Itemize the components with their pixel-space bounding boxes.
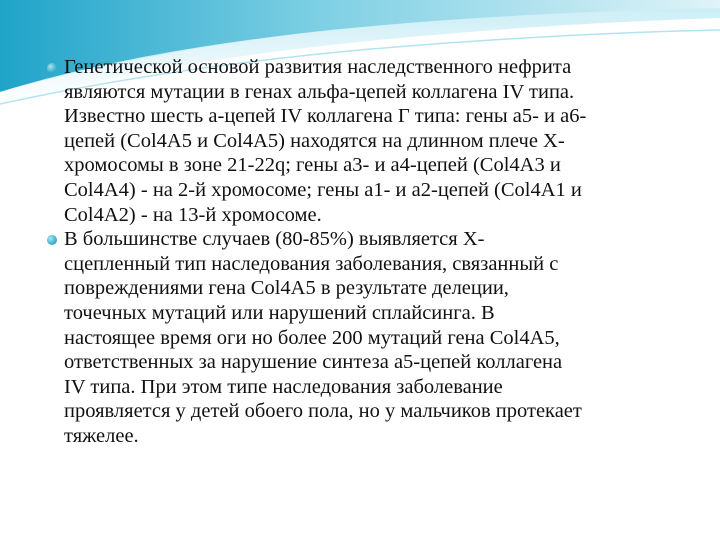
bullet-line: настоящее время оги но более 200 мутаций гена Col4A5, [64,326,560,349]
slide-content [44,55,684,449]
bullet-item [44,227,684,448]
round-bullet-icon [47,63,57,73]
bullet-line: Известно шесть а-цепей IV коллагена Г типа: гены а5- и а6- [64,105,587,128]
bullet-line: Генетической основой развития наследственного нефрита [64,56,572,78]
bullet-line: ответственных за нарушение синтеза а5-цепей коллагена [64,351,563,374]
bullet-line: цепей (Col4A5 и Col4A5) находятся на длинном плече Х- [64,129,565,152]
bullet-line: Col4A4) - на 2-й хромосоме; гены а1- и а2-цепей (Col4A1 и [64,178,582,201]
bullet-line: IV типа. При этом типе наследования заболевание [64,375,503,398]
bullet-line: сцепленный тип наследования заболевания, связанный с [64,252,559,275]
bullet-line: хромосомы в зоне 21-22q; гены а3- и а4-цепей (Col4A3 и [64,154,561,177]
bullet-item [44,55,684,227]
bullet-line: Col4A2) - на 13-й хромосоме. [64,203,322,226]
bullet-line: точечных мутаций или нарушений сплайсинга. В [64,301,495,324]
bullet-line: В большинстве случаев (80-85%) выявляется Х- [64,228,485,251]
round-bullet-icon [47,235,57,245]
bullet-line: проявляется у детей обоего пола, но у мальчиков протекает [64,400,582,423]
bullet-line: повреждениями гена Col4A5 в результате делеции, [64,277,509,300]
bullet-line: являются мутации в генах альфа-цепей коллагена IV типа. [64,80,575,103]
bullet-line: тяжелее. [64,424,139,447]
